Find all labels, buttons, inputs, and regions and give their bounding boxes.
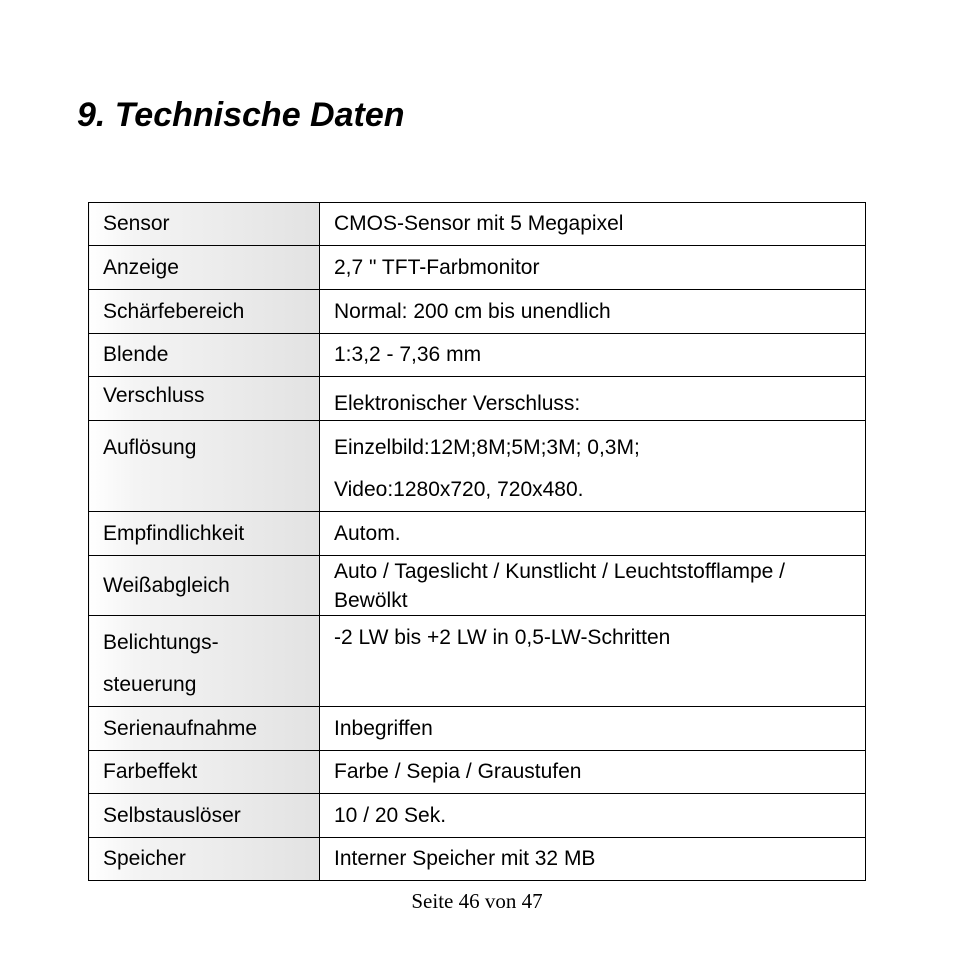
spec-label-line: Belichtungs- [103,631,219,654]
table-row [89,377,866,421]
spec-label: Anzeige [89,246,320,290]
spec-value: Autom. [320,512,866,556]
spec-label: Blende [89,334,320,377]
spec-label-multiline [89,616,320,707]
table-row [89,707,866,751]
spec-value: CMOS-Sensor mit 5 Megapixel [320,203,866,246]
spec-label: Auflösung [89,421,320,512]
spec-value: 2,7 " TFT-Farbmonitor [320,246,866,290]
table-row [89,616,866,707]
spec-label: Verschluss [89,377,320,421]
table-row [89,556,866,616]
table-row [89,246,866,290]
spec-value: Normal: 200 cm bis unendlich [320,290,866,334]
spec-label: Schärfebereich [89,290,320,334]
table-row [89,838,866,881]
spec-label: Sensor [89,203,320,246]
spec-value: Inbegriffen [320,707,866,751]
spec-value: 10 / 20 Sek. [320,794,866,838]
spec-value: Interner Speicher mit 32 MB [320,838,866,881]
table-row [89,334,866,377]
spec-label: Serienaufnahme [89,707,320,751]
page-footer: Seite 46 von 47 [411,889,543,913]
spec-value-line: Video:1280x720, 720x480. [334,478,584,501]
page-heading: 9. Technische Daten [77,96,405,134]
table-row [89,751,866,794]
spec-value: 1:3,2 - 7,36 mm [320,334,866,377]
spec-label: Empfindlichkeit [89,512,320,556]
spec-label: Speicher [89,838,320,881]
spec-value: Elektronischer Verschluss: [320,377,866,421]
spec-value: Farbe / Sepia / Graustufen [320,751,866,794]
spec-value-multiline [320,421,866,512]
spec-value-line: Einzelbild:12M;8M;5M;3M; 0,3M; [334,436,640,459]
table-row [89,421,866,512]
spec-value-multiline [320,556,866,616]
spec-value: -2 LW bis +2 LW in 0,5-LW-Schritten [320,616,866,707]
spec-label: Weißabgleich [89,556,320,616]
table-row [89,203,866,246]
spec-label: Selbstauslöser [89,794,320,838]
spec-value-line: Bewölkt [334,588,408,612]
spec-label: Farbeffekt [89,751,320,794]
table-row [89,512,866,556]
spec-label-line: steuerung [103,673,197,696]
table-row [89,290,866,334]
spec-table [88,202,866,881]
spec-value-line: Auto / Tageslicht / Kunstlicht / Leuchtstofflampe / [334,559,785,583]
table-row [89,794,866,838]
